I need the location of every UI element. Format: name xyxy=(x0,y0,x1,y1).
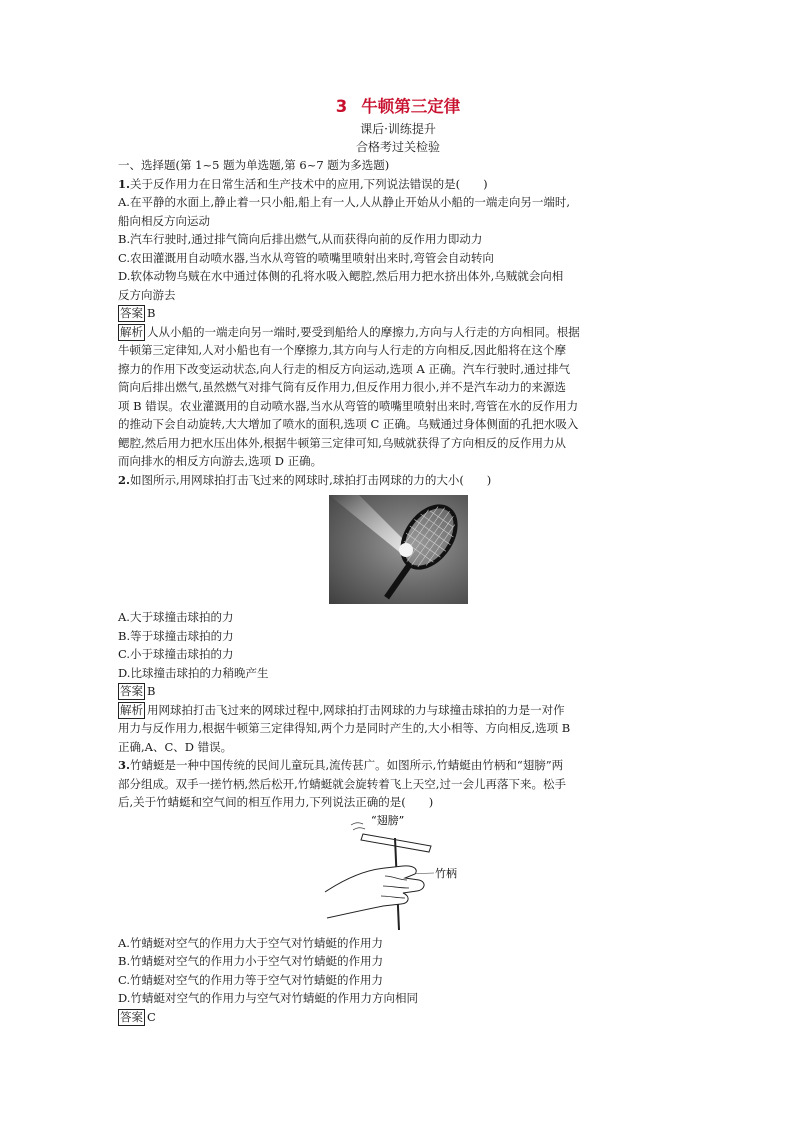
analysis-line: 牛顿第三定律知,人对小船也有一个摩擦力,其方向与人行走的方向相反,因此船将在这个摩 xyxy=(118,343,566,357)
chapter-number: 3 xyxy=(335,97,348,116)
question-1-option-d: D.软体动物乌贼在水中通过体侧的孔将水吸入鳃腔,然后用力把水挤出体外,乌贼就会向相 xyxy=(118,269,564,283)
question-2-option-c: C.小于球撞击球拍的力 xyxy=(118,647,234,661)
hands-shape xyxy=(325,865,424,917)
bamboo-dragonfly-drawing xyxy=(323,814,473,932)
question-2-analysis xyxy=(118,701,678,720)
answer-tag: 答案 xyxy=(120,306,143,320)
answer-tag: 答案 xyxy=(120,684,143,698)
question-3-option-d: D.竹蜻蜓对空气的作用力与空气对竹蜻蜓的作用力方向相同 xyxy=(118,991,418,1005)
question-1-analysis xyxy=(118,323,678,342)
chapter-title: 牛顿第三定律 xyxy=(361,97,461,116)
analysis-line: 正确,A、C、D 错误。 xyxy=(118,739,233,754)
question-1-option-c: C.农田灌溉用自动喷水器,当水从弯管的喷嘴里喷射出来时,弯管会自动转向 xyxy=(118,250,494,265)
analysis-line: 项 B 错误。农业灌溉用的自动喷水器,当水从弯管的喷嘴里喷射出来时,弯管在水的反作用力 xyxy=(118,398,579,413)
question-3-stem-line: 部分组成。双手一搓竹柄,然后松开,竹蜻蜓就会旋转着飞上天空,过一会儿再落下来。松手 xyxy=(118,776,566,791)
question-1-option-d-cont: 反方向游去 xyxy=(118,287,176,302)
question-2-number: 2. xyxy=(118,472,131,487)
analysis-line: 的推动下会自动旋转,大大增加了喷水的面积,选项 C 正确。乌贼通过身体侧面的孔把水吸入 xyxy=(118,417,579,431)
question-3-text: 竹蜻蜓是一种中国传统的民间儿童玩具,流传甚广。如图所示,竹蜻蜓由竹柄和“翅膀”两 xyxy=(130,758,564,772)
wing-label: “翅膀” xyxy=(371,813,405,827)
section-heading: 一、选择题(第 1~5 题为单选题,第 6~7 题为多选题) xyxy=(118,158,390,172)
ball-motion-streak xyxy=(329,495,411,555)
question-2-option-d: D.比球撞击球拍的力稍晚产生 xyxy=(118,665,269,680)
question-3-option-a: A.竹蜻蜓对空气的作用力大于空气对竹蜻蜓的作用力 xyxy=(118,935,383,950)
question-2-answer xyxy=(118,682,678,701)
racket xyxy=(368,497,466,604)
analysis-line: 用网球拍打击飞过来的网球过程中,网球拍打击网球的力与球撞击球拍的力是一对作 xyxy=(147,702,565,717)
question-2-stem xyxy=(118,471,678,490)
tennis-ball xyxy=(399,543,413,557)
question-3-stem xyxy=(118,756,678,775)
answer-value: C xyxy=(147,1009,156,1024)
analysis-line: 擦力的作用下改变运动状态,向人行走的相反方向运动,选项 A 正确。汽车行驶时,通过排气 xyxy=(118,361,571,376)
tennis-figure xyxy=(118,495,678,604)
analysis-tag: 解析 xyxy=(120,324,143,339)
question-2-option-a: A.大于球撞击球拍的力 xyxy=(118,610,234,624)
question-1-text: 关于反作用力在日常生活和生产技术中的应用,下列说法错误的是( ) xyxy=(130,176,488,191)
question-1-option-a-cont: 船向相反方向运动 xyxy=(118,213,210,228)
analysis-line: 鳃腔,然后用力把水压出体外,根据牛顿第三定律可知,乌贼就获得了方向相反的反作用力从 xyxy=(118,435,566,450)
subtitle-level: 合格考过关检验 xyxy=(355,140,440,154)
analysis-tag: 解析 xyxy=(120,702,143,717)
handle-label: 竹柄 xyxy=(435,866,457,880)
page-title xyxy=(118,96,678,118)
question-3-number: 3. xyxy=(118,758,131,772)
question-3-option-b: B.竹蜻蜓对空气的作用力小于空气对竹蜻蜓的作用力 xyxy=(118,954,384,968)
answer-value: B xyxy=(147,684,156,698)
answer-value: B xyxy=(147,306,156,320)
tennis-racket-photo xyxy=(329,495,468,604)
question-3-stem-line: 后,关于竹蜻蜓和空气间的相互作用力,下列说法正确的是( ) xyxy=(118,795,434,809)
analysis-line: 人从小船的一端走向另一端时,要受到船给人的摩擦力,方向与人行走的方向相同。根据 xyxy=(147,324,580,339)
question-3-answer xyxy=(118,1008,678,1027)
question-1-option-a: A.在平静的水面上,静止着一只小船,船上有一人,人从静止开始从小船的一端走向另一端时, xyxy=(118,195,571,209)
answer-tag: 答案 xyxy=(120,1009,143,1024)
question-1-answer xyxy=(118,304,678,323)
question-1-number: 1. xyxy=(118,176,131,191)
question-3-option-c: C.竹蜻蜓对空气的作用力等于空气对竹蜻蜓的作用力 xyxy=(118,972,384,987)
question-1-option-b: B.汽车行驶时,通过排气筒向后排出燃气,从而获得向前的反作用力即动力 xyxy=(118,232,483,246)
subtitle-practice: 课后·训练提升 xyxy=(360,122,436,136)
analysis-line: 用力与反作用力,根据牛顿第三定律得知,两个力是同时产生的,大小相等、方向相反,选项 B xyxy=(118,721,571,735)
bamboo-dragonfly-figure xyxy=(118,814,678,932)
analysis-line: 筒向后排出燃气,虽然燃气对排气筒有反作用力,但反作用力很小,并不是汽车动力的来源选 xyxy=(118,380,566,394)
question-1-stem xyxy=(118,175,678,194)
analysis-line: 而向排水的相反方向游去,选项 D 正确。 xyxy=(118,454,323,468)
question-2-text: 如图所示,用网球拍打击飞过来的网球时,球拍打击网球的力的大小( ) xyxy=(130,472,492,487)
question-2-option-b: B.等于球撞击球拍的力 xyxy=(118,628,234,643)
tennis-racket-illustration xyxy=(329,495,468,604)
document-page xyxy=(118,96,678,1026)
